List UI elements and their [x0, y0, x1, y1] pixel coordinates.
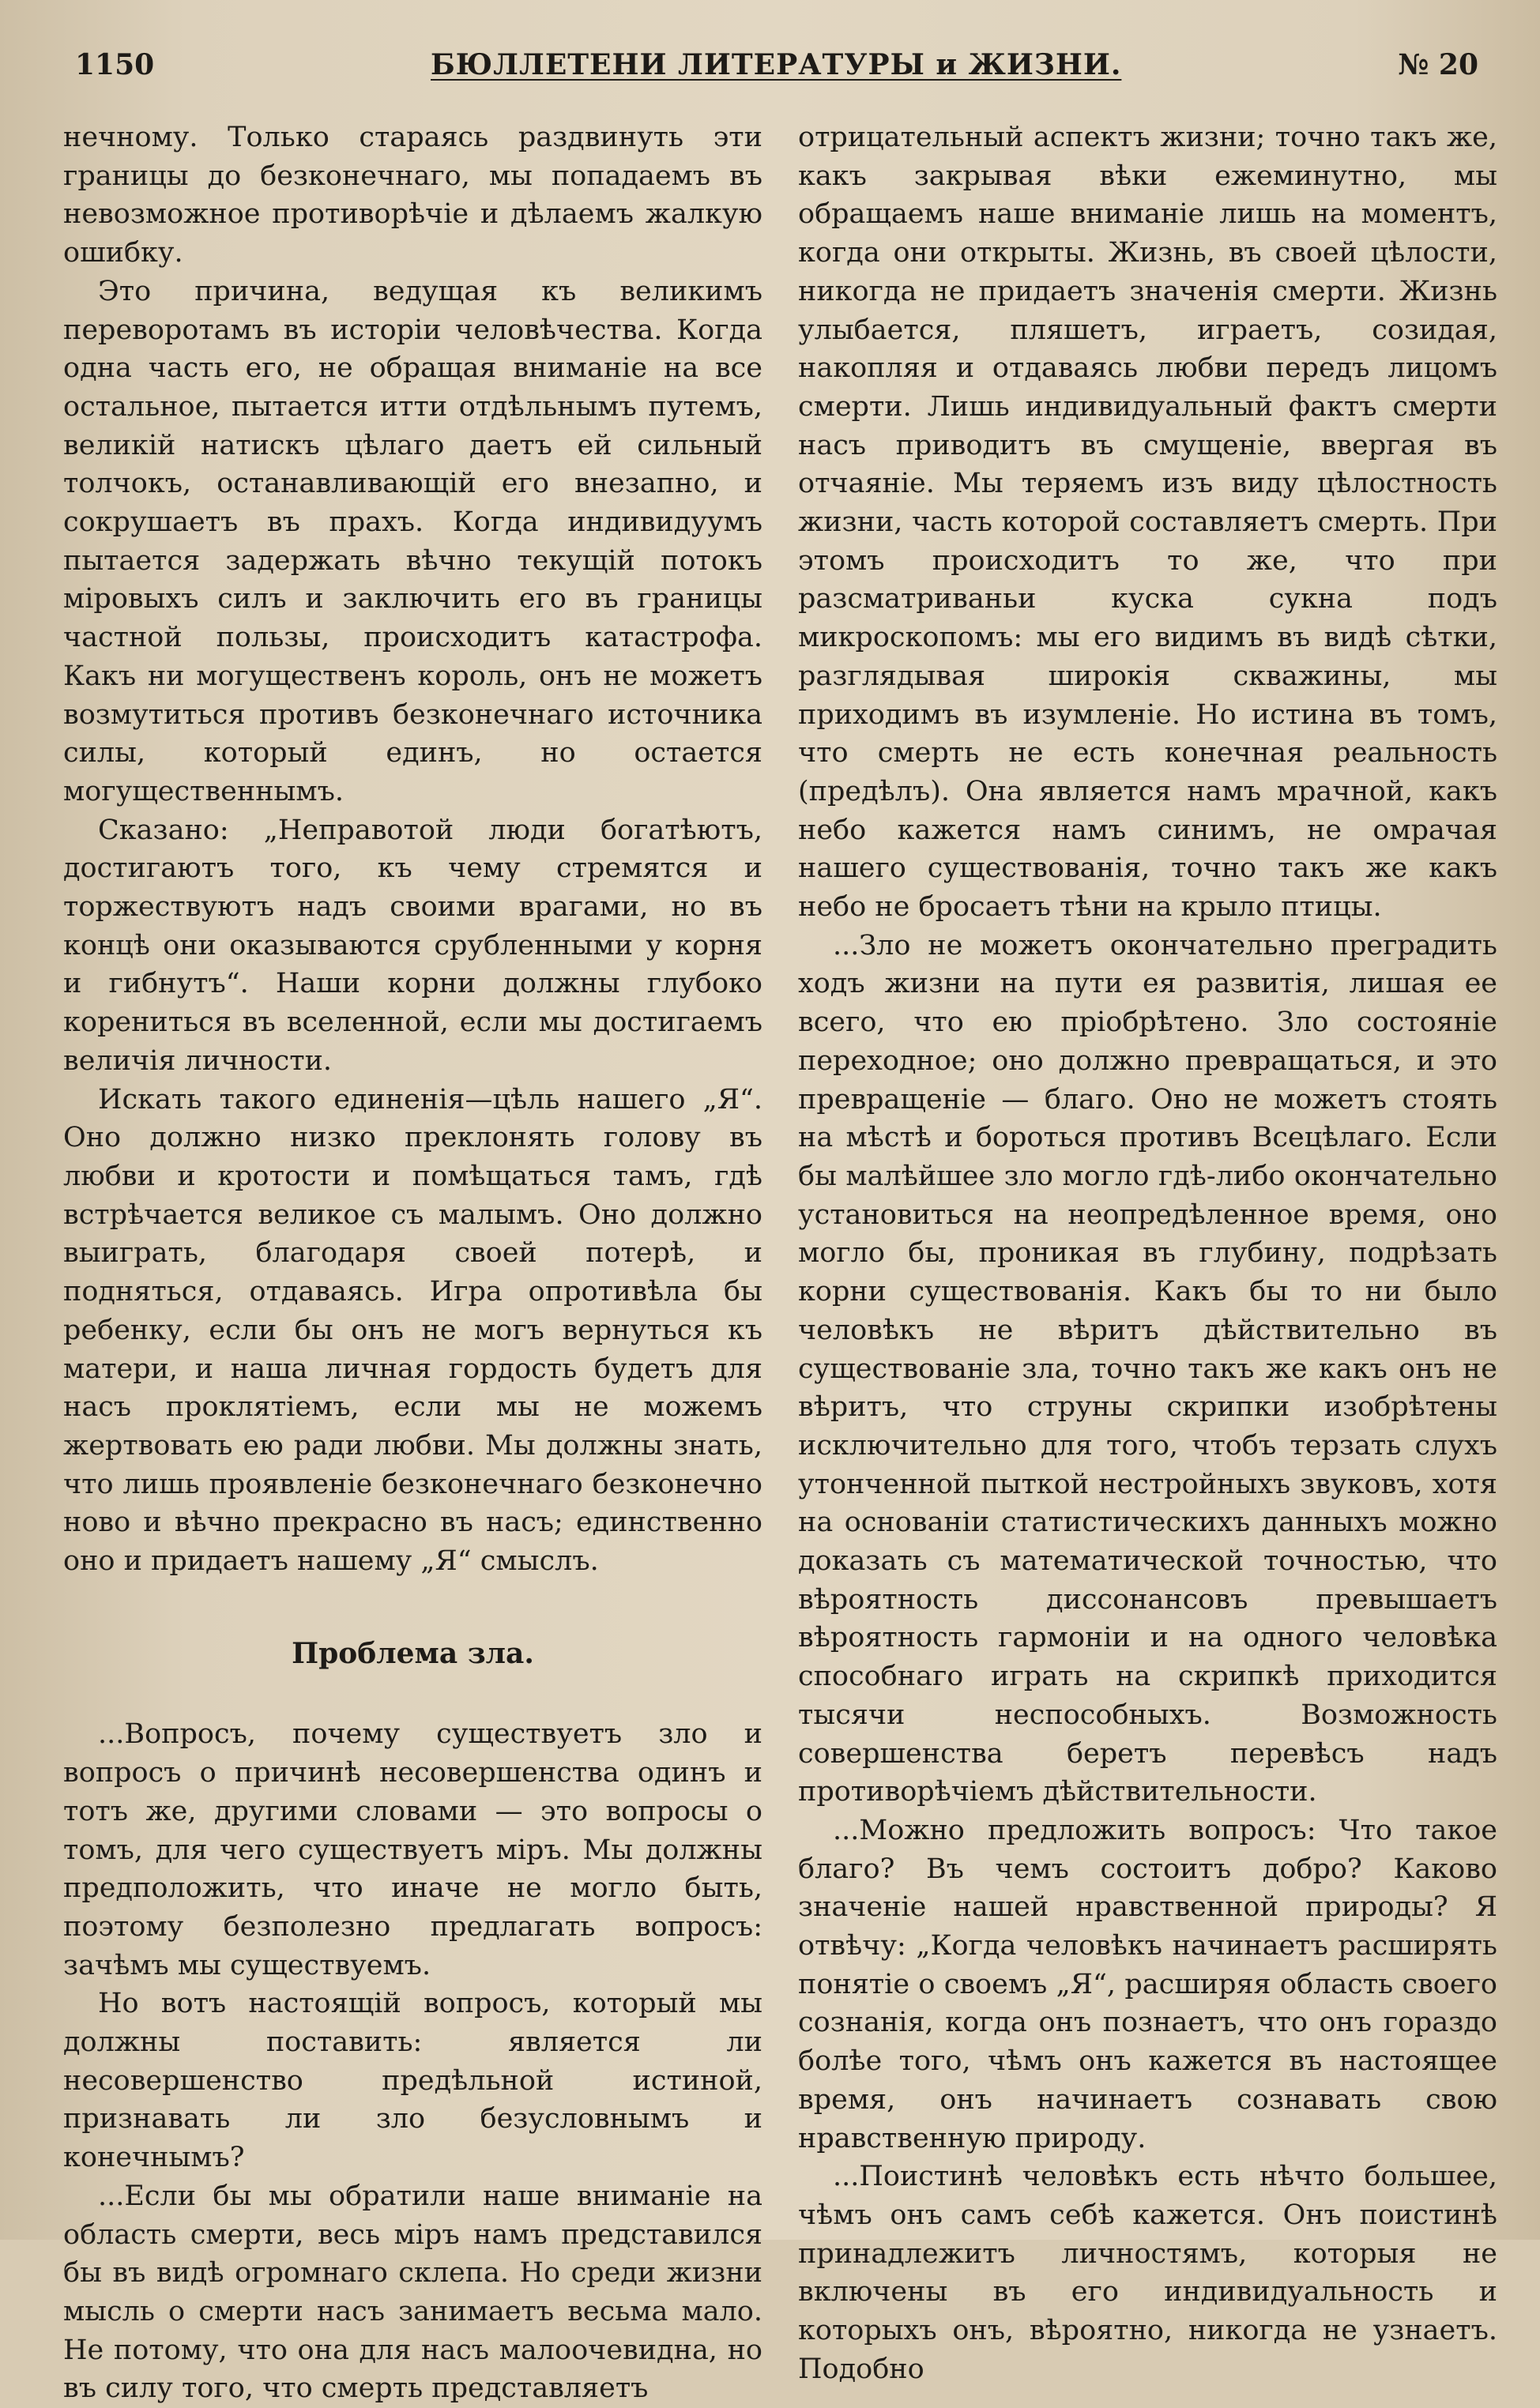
paragraph: ...Поистинѣ человѣкъ есть нѣчто большее, чѣмъ онъ самъ себѣ кажется. Онъ поистинѣ принадлежитъ личностямъ, которыя не включены въ его индивидуальность и которыхъ онъ, вѣроятно, никогда не узнаетъ. Подобно: [798, 2161, 1497, 2385]
paragraph: ...Можно предложить вопросъ: Что такое благо? Въ чемъ состоитъ добро? Каково значеніе нашей нравственной природы? Я отвѣчу: „Когда человѣкъ начинаетъ расширять понятіе о своемъ „Я“, расширяя область своего сознанія, когда онъ познаетъ, что онъ гораздо болѣе того, чѣмъ онъ кажется въ настоящее время, онъ начинаетъ сознавать свою нравственную природу.: [798, 1814, 1497, 2154]
paragraph: Искать такого единенія—цѣль нашего „Я“. Оно должно низко преклонять голову въ любви и кротости и помѣщаться тамъ, гдѣ встрѣчается великое съ малымъ. Оно должно выиграть, благодаря своей потерѣ, и подняться, отдаваясь. Игра опротивѣла бы ребенку, если бы онъ не могъ вернуться къ матери, и наша личная гордость будетъ для насъ проклятіемъ, если мы не можемъ жертвовать ею ради любви. Мы должны знать, что лишь проявленіе безконечнаго безконечно ново и вѣчно прекрасно въ насъ; единственно оно и придаетъ нашему „Я“ смыслъ.: [63, 1083, 762, 1578]
left-column: [63, 119, 762, 2408]
paragraph: ...Зло не можетъ окончательно преградить ходъ жизни на пути ея развитія, лишая ее всего, что ею пріобрѣтено. Зло состояніе переходное; оно должно превращаться, и это превращеніе — благо. Оно не можетъ стоять на мѣстѣ и бороться противъ Всецѣлаго. Если бы малѣйшее зло могло гдѣ-либо окончательно установиться на неопредѣленное время, оно могло бы, проникая въ глубину, подрѣзать корни существованія. Какъ бы то ни было человѣкъ не вѣритъ дѣйствительно въ существованіе зла, точно такъ же какъ онъ не вѣритъ, что струны скрипки изобрѣтены исключительно для того, чтобъ терзать слухъ утонченной пыткой нестройныхъ звуковъ, хотя на основаніи статистическихъ данныхъ можно доказать съ математической точностью, что вѣроятность диссонансовъ превышаетъ вѣроятность гармоніи и на одного человѣка способнаго играть на скрипкѣ приходится тысячи неспособныхъ. Возможность совершенства беретъ перевѣсъ надъ противорѣчіемъ дѣйствительности.: [798, 929, 1497, 1808]
paragraph: Это причина, ведущая къ великимъ переворотамъ въ исторіи человѣчества. Когда одна часть его, не обращая вниманіе на все остальное, пытается итти отдѣльнымъ путемъ, великій натискъ цѣлаго даетъ ей сильный толчокъ, останавливающій его внезапно, и сокрушаетъ въ прахъ. Когда индивидуумъ пытается задержать вѣчно текущій потокъ міровыхъ силъ и заключить его въ границы частной пользы, происходитъ катастрофа. Какъ ни могущественъ король, онъ не можетъ возмутиться противъ безконечнаго источника силы, который единъ, но остается могущественнымъ.: [63, 275, 762, 807]
issue-number: № 20: [1398, 48, 1478, 81]
journal-title: БЮЛЛЕТЕНИ ЛИТЕРАТУРЫ и ЖИЗНИ.: [431, 48, 1122, 81]
page-number: 1150: [75, 48, 155, 81]
paragraph: Сказано: „Неправотой люди богатѣютъ, достигаютъ того, къ чему стремятся и торжествуютъ надъ своими врагами, но въ концѣ они оказываются срубленными у корня и гибнутъ“. Наши корни должны глубоко корениться въ вселенной, если мы достигаемъ величія личности.: [63, 814, 762, 1077]
paragraph: отрицательный аспектъ жизни; точно такъ же, какъ закрывая вѣки ежеминутно, мы обращаемъ наше вниманіе лишь на моментъ, когда они открыты. Жизнь, въ своей цѣлости, никогда не придаетъ значенія смерти. Жизнь улыбается, пляшетъ, играетъ, созидая, накопляя и отдаваясь любви передъ лицомъ смерти. Лишь индивидуальный фактъ смерти насъ приводитъ въ смущеніе, ввергая въ отчаяніе. Мы теряемъ изъ виду цѣлостность жизни, часть которой составляетъ смерть. При этомъ происходитъ то же, что при разсматриваньи куска сукна подъ микроскопомъ: мы его видимъ въ видѣ сѣтки, разглядывая широкія скважины, мы приходимъ въ изумленіе. Но истина въ томъ, что смерть не есть конечная реальность (предѣлъ). Она является намъ мрачной, какъ небо кажется намъ синимъ, не омрачая нашего существованія, точно такъ же какъ небо не бросаетъ тѣни на крыло птицы.: [798, 122, 1497, 924]
page-header: [75, 41, 1478, 88]
paragraph: нечному. Только стараясь раздвинуть эти границы до безконечнаго, мы попадаемъ въ невозможное противорѣчіе и дѣлаемъ жалкую ошибку.: [63, 122, 762, 269]
right-column: [798, 119, 1497, 2388]
paragraph: ...Вопросъ, почему существуетъ зло и вопросъ о причинѣ несовершенства одинъ и тотъ же, другими словами — это вопросы о томъ, для чего существуетъ міръ. Мы должны предположить, что иначе не могло быть, поэтому безполезно предлагать вопросъ: зачѣмъ мы существуемъ.: [63, 1718, 762, 1981]
paragraph: ...Если бы мы обратили наше вниманіе на область смерти, весь міръ намъ представился бы въ видѣ огромнаго склепа. Но среди жизни мысль о смерти насъ занимаетъ весьма мало. Не потому, что она для насъ малоочевидна, но въ силу того, что смерть представляетъ: [63, 2180, 762, 2405]
paragraph: Но вотъ настоящій вопросъ, который мы должны поставить: является ли несовершенство предѣльной истиной, признавать ли зло безусловнымъ и конечнымъ?: [63, 1988, 762, 2174]
section-heading: Проблема зла.: [292, 1636, 534, 1670]
